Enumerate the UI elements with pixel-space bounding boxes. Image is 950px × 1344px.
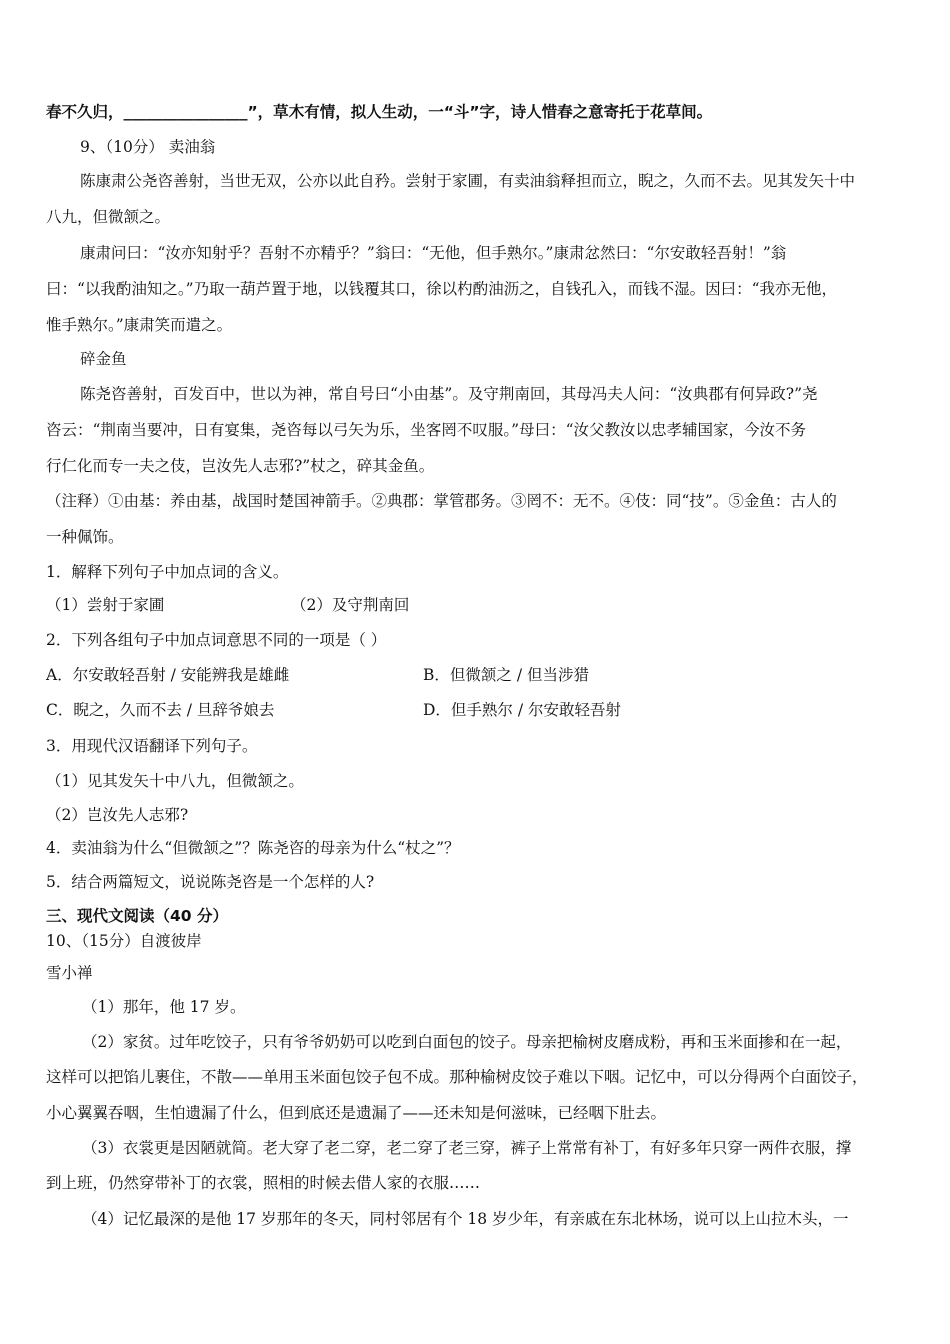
q9-passage3-line1: 陈尧咨善射，百发百中，世以为神，常自号曰“小由基”。及守荆南回，其母冯夫人问：“汝典郡有何异政?”尧 <box>80 385 818 403</box>
q9-passage1-line2: 八九，但微颔之。 <box>46 208 171 226</box>
q9-sub3-item1: （1）见其发矢十中八九，但微颔之。 <box>46 772 304 790</box>
q9-options-row2 <box>46 700 622 720</box>
q10-author: 雪小禅 <box>46 964 93 982</box>
q9-sub1-item-b: （2）及守荆南回 <box>291 596 410 614</box>
q9-header: 9、（10分） 卖油翁 <box>80 138 216 156</box>
intro-line: 春不久归，________________”，草木有情，拟人生动，一“斗”字，诗人惜春之意寄托于花草间。 <box>46 103 713 121</box>
q9-sub1: 1．解释下列句子中加点词的含义。 <box>46 563 289 581</box>
q9-sub3-item2: （2）岂汝先人志邪? <box>46 806 189 824</box>
q10-para3-line2: 到上班，仍然穿带补丁的衣裳，照相的时候去借人家的衣服…… <box>46 1174 481 1192</box>
q9-options-row1 <box>46 665 589 685</box>
q9-option-c: C．睨之，久而不去 / 旦辞爷娘去 <box>46 701 275 719</box>
q9-passage3-line3: 行仁化而专一夫之伎，岂汝先人志邪?”杖之，碎其金鱼。 <box>46 457 435 475</box>
q9-passage2-line1: 康肃问曰：“汝亦知射乎？吾射不亦精乎？”翁曰：“无他，但手熟尔。”康肃忿然曰：“尔安敢轻吾射！”翁 <box>80 244 787 262</box>
q9-option-b: B．但微颔之 / 但当涉猎 <box>423 666 589 684</box>
section3-heading: 三、现代文阅读（40 分） <box>46 907 228 925</box>
q9-sub2: 2．下列各组句子中加点词意思不同的一项是（ ） <box>46 631 387 649</box>
q9-subtitle: 碎金鱼 <box>80 350 127 368</box>
q9-passage2-line2: 曰：“以我酌油知之。”乃取一葫芦置于地，以钱覆其口，徐以杓酌油沥之，自钱孔入，而钱不湿。因曰：“我亦无他， <box>46 280 838 298</box>
q10-para4-line1: （4）记忆最深的是他 17 岁那年的冬天，同村邻居有个 18 岁少年，有亲戚在东北林场，说可以上山拉木头，一 <box>82 1210 849 1228</box>
q9-option-a: A．尔安敢轻吾射 / 安能辨我是雄雌 <box>46 666 290 684</box>
q10-para3-line1: （3）衣裳更是因陋就简。老大穿了老二穿，老二穿了老三穿，裤子上常常有补丁，有好多年只穿一两件衣服，撑 <box>82 1139 852 1157</box>
q9-notes-line2: 一种佩饰。 <box>46 528 124 546</box>
q9-option-d: D．但手熟尔 / 尔安敢轻吾射 <box>423 701 622 719</box>
q10-para2-line3: 小心翼翼吞咽，生怕遗漏了什么，但到底还是遗漏了——还未知是何滋味，已经咽下肚去。 <box>46 1104 667 1122</box>
q10-para2-line2: 这样可以把馅儿裹住，不散——单用玉米面包饺子包不成。那种榆树皮饺子难以下咽。记忆中，可以分得两个白面饺子， <box>46 1068 868 1086</box>
q9-passage2-line3: 惟手熟尔。”康肃笑而遣之。 <box>46 316 233 334</box>
q9-sub1-items <box>46 595 410 615</box>
q10-para1: （1）那年，他 17 岁。 <box>82 998 246 1016</box>
q9-sub4: 4．卖油翁为什么“但微颔之”？陈尧咨的母亲为什么“杖之”？ <box>46 839 460 857</box>
q9-passage3-line2: 咨云：“荆南当要冲，日有宴集，尧咨每以弓矢为乐，坐客罔不叹服。”母曰：“汝父教汝以忠孝辅国家，今汝不务 <box>46 421 807 439</box>
q9-sub5: 5．结合两篇短文，说说陈尧咨是一个怎样的人? <box>46 873 375 891</box>
q9-sub3: 3．用现代汉语翻译下列句子。 <box>46 737 258 755</box>
q9-passage1-line1: 陈康肃公尧咨善射，当世无双，公亦以此自矜。尝射于家圃，有卖油翁释担而立，睨之，久而不去。见其发矢十中 <box>80 172 856 190</box>
q10-header: 10、（15分）自渡彼岸 <box>46 932 202 950</box>
q10-para2-line1: （2）家贫。过年吃饺子，只有爷爷奶奶可以吃到白面包的饺子。母亲把榆树皮磨成粉，再和玉米面掺和在一起， <box>82 1033 852 1051</box>
q9-notes-line1: （注释）①由基：养由基，战国时楚国神箭手。②典郡：掌管郡务。③罔不：无不。④伎：同“技”。⑤金鱼：古人的 <box>46 492 837 510</box>
q9-sub1-item-a: （1）尝射于家圃 <box>46 596 165 614</box>
